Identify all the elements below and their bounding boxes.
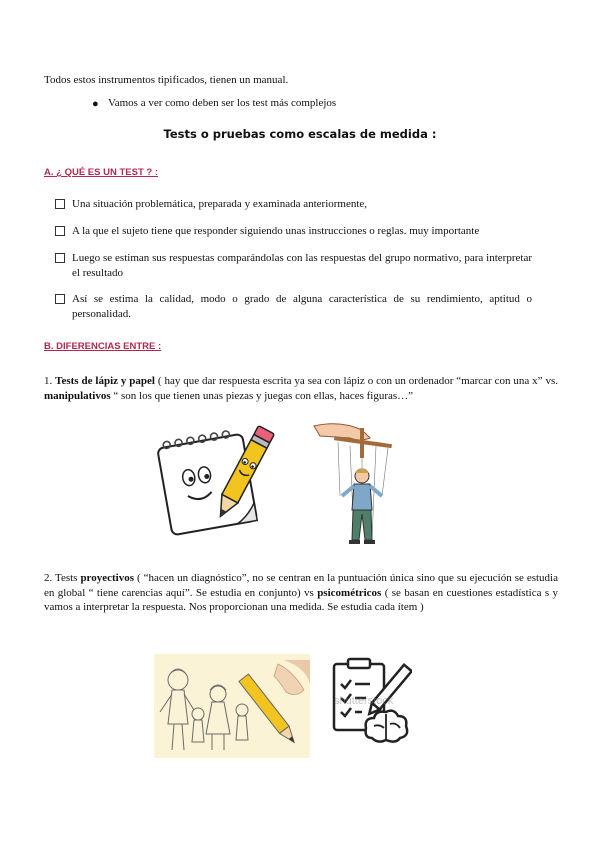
paragraph-2-bold-1: proyectivos [80,572,135,584]
paragraph-2 [44,571,558,615]
list-item: Así se estima la calidad, modo o grado de alguna característica de su rendimiento, aptitud o personalidad. [72,293,532,320]
list-item: Luego se estiman sus respuestas comparándolas con las respuestas del grupo normativo, para interpretar el resultado [72,252,532,279]
intro-text: Todos estos instrumentos tipificados, tienen un manual. [44,74,289,86]
family-drawing-illustration [154,654,310,758]
watermark-text: shutterstock [334,695,394,707]
paragraph-1-number: 1. [44,375,53,387]
section-a-title: A. ¿ QUÉ ES UN TEST ? : [44,167,159,178]
page-heading: Tests o pruebas como escalas de medida : [163,127,437,141]
pencil-notepad-illustration [150,418,280,536]
checkbox-icon [55,294,65,304]
paragraph-2-number: 2. Tests [44,572,81,584]
paragraph-1-text-1: ( hay que dar respuesta escrita ya sea con lápiz o con un ordenador “marcar con una x” vs. [155,375,558,387]
paragraph-2-bold-2: psicométricos [317,586,382,599]
checkbox-icon [55,226,65,236]
paragraph-2-text-1: ( “hacen un diagnóstico”, no se centran en la puntuación única sino que su ejecución se estudia en global “ tiene carencias aquí”. Se estudia en conjunto) vs [44,572,558,599]
checkbox-icon [55,199,65,209]
section-b-title: B. DIFERENCIAS ENTRE : [44,341,162,352]
paragraph-1-bold-1: Tests de lápiz y papel [55,375,155,387]
list-item: A la que el sujeto tiene que responder siguiendo unas instrucciones o reglas. muy importante [72,225,480,237]
list-item: Una situación problemática, preparada y examinada anteriormente, [72,198,368,210]
paragraph-1-text-2: “ son los que tienen unas piezas y juegas con ellas, haces figuras…” [110,389,414,402]
paragraph-2-text-2: ( se basan en cuestiones estadística s y vamos a interpretar la respuesta. Nos proporcionan una medida. Se estudia cada ítem ) [44,586,558,613]
checkbox-icon [55,253,65,263]
bullet-icon: ● [92,98,99,110]
bullet-text: Vamos a ver como deben ser los test más complejos [108,97,337,109]
paragraph-1 [44,374,558,403]
marionette-illustration [310,418,410,552]
paragraph-1-bold-2: manipulativos [44,389,111,402]
